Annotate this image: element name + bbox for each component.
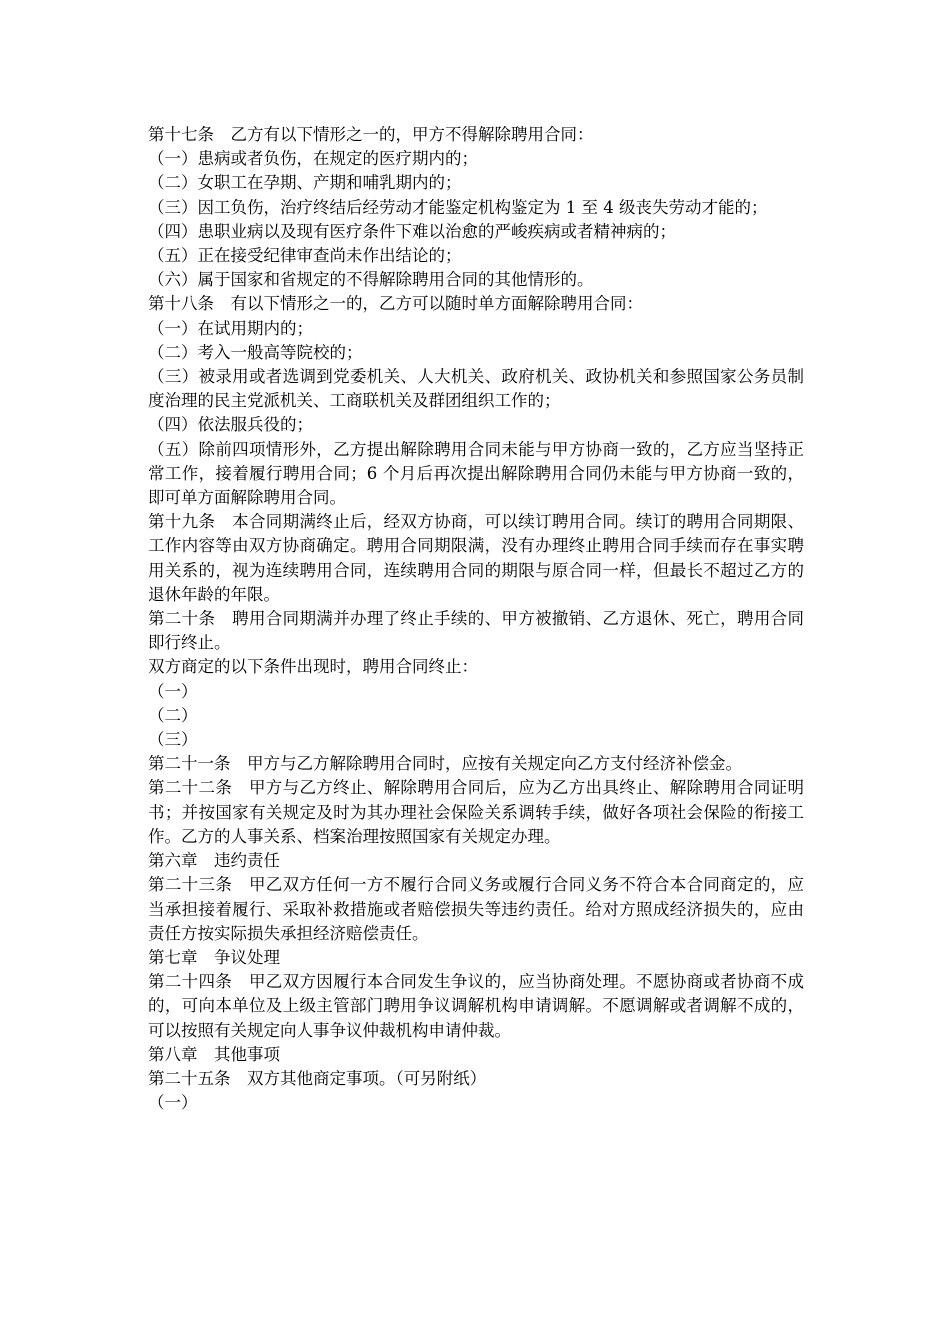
article-19: 第十九条 本合同期满终止后，经双方协商，可以续订聘用合同。续订的聘用合同期限、工作内容等由双方协商确定。聘用合同期限满，没有办理终止聘用合同手续而存在事实聘用关系的，视为连续聘用合同，连续聘用合同的期限与原合同一样，但最长不超过乙方的退休年龄的年限。 <box>148 512 804 604</box>
article-25: 第二十五条 双方其他商定事项。（可另附纸） <box>148 1068 487 1088</box>
article-18-item-5: （五）除前四项情形外，乙方提出解除聘用合同未能与甲方协商一致的，乙方应当坚持正常工作，接着履行聘用合同；6 个月后再次提出解除聘用合同仍未能与甲方协商一致的，即可单方面解除聘用合同。 <box>148 439 804 508</box>
termination-conditions-intro: 双方商定的以下条件出现时，聘用合同终止： <box>148 657 478 677</box>
chapter-7-heading: 第七章 争议处理 <box>148 947 280 967</box>
chapter-8-heading: 第八章 其他事项 <box>148 1044 280 1064</box>
article-18-item-1: （一）在试用期内的； <box>148 318 313 338</box>
article-17-heading: 第十七条 乙方有以下情形之一的，甲方不得解除聘用合同： <box>148 125 594 144</box>
article-18-item-4: （四）依法服兵役的； <box>148 415 313 435</box>
article-17-item-5: （五）正在接受纪律审查尚未作出结论的； <box>148 246 462 266</box>
document-page <box>148 123 804 1115</box>
article-20: 第二十条 聘用合同期满并办理了终止手续的、甲方被撤销、乙方退休、死亡，聘用合同即行终止。 <box>148 609 804 653</box>
article-24: 第二十四条 甲乙双方因履行本合同发生争议的，应当协商处理。不愿协商或者协商不成的，可向本单位及上级主管部门聘用争议调解机构申请调解。不愿调解或者调解不成的，可以按照有关规定向人事争议仲裁机构申请仲裁。 <box>148 972 804 1040</box>
article-21: 第二十一条 甲方与乙方解除聘用合同时，应按有关规定向乙方支付经济补偿金。 <box>148 754 742 774</box>
article-17-item-4: （四）患职业病以及现有医疗条件下难以治愈的严峻疾病或者精神病的； <box>148 221 676 241</box>
termination-condition-2: （二） <box>148 705 198 725</box>
termination-condition-3: （三） <box>148 730 198 750</box>
article-18-item-3: （三）被录用或者选调到党委机关、人大机关、政府机关、政协机关和参照国家公务员制度治理的民主党派机关、工商联机关及群团组织工作的； <box>148 367 804 411</box>
article-17-item-2: （二）女职工在孕期、产期和哺乳期内的； <box>148 173 462 193</box>
article-17-item-6: （六）属于国家和省规定的不得解除聘用合同的其他情形的。 <box>148 270 594 290</box>
article-17-item-1: （一）患病或者负伤，在规定的医疗期内的； <box>148 149 478 169</box>
article-25-item-1: （一） <box>148 1093 198 1113</box>
chapter-6-heading: 第六章 违约责任 <box>148 851 280 871</box>
article-17-item-3: （三）因工负伤，治疗终结后经劳动才能鉴定机构鉴定为 1 至 4 级丧失劳动才能的； <box>148 197 768 217</box>
article-18-heading: 第十八条 有以下情形之一的，乙方可以随时单方面解除聘用合同： <box>148 294 643 314</box>
article-23: 第二十三条 甲乙双方任何一方不履行合同义务或履行合同义务不符合本合同商定的，应当承担接着履行、采取补救措施或者赔偿损失等违约责任。给对方照成经济损失的，应由责任方按实际损失承担经济赔偿责任。 <box>148 875 804 943</box>
termination-condition-1: （一） <box>148 681 198 701</box>
article-18-item-2: （二）考入一般高等院校的； <box>148 342 363 362</box>
article-22: 第二十二条 甲方与乙方终止、解除聘用合同后，应为乙方出具终止、解除聘用合同证明书；并按国家有关规定及时为其办理社会保险关系调转手续，做好各项社会保险的衔接工作。乙方的人事关系、档案治理按照国家有关规定办理。 <box>148 778 804 846</box>
